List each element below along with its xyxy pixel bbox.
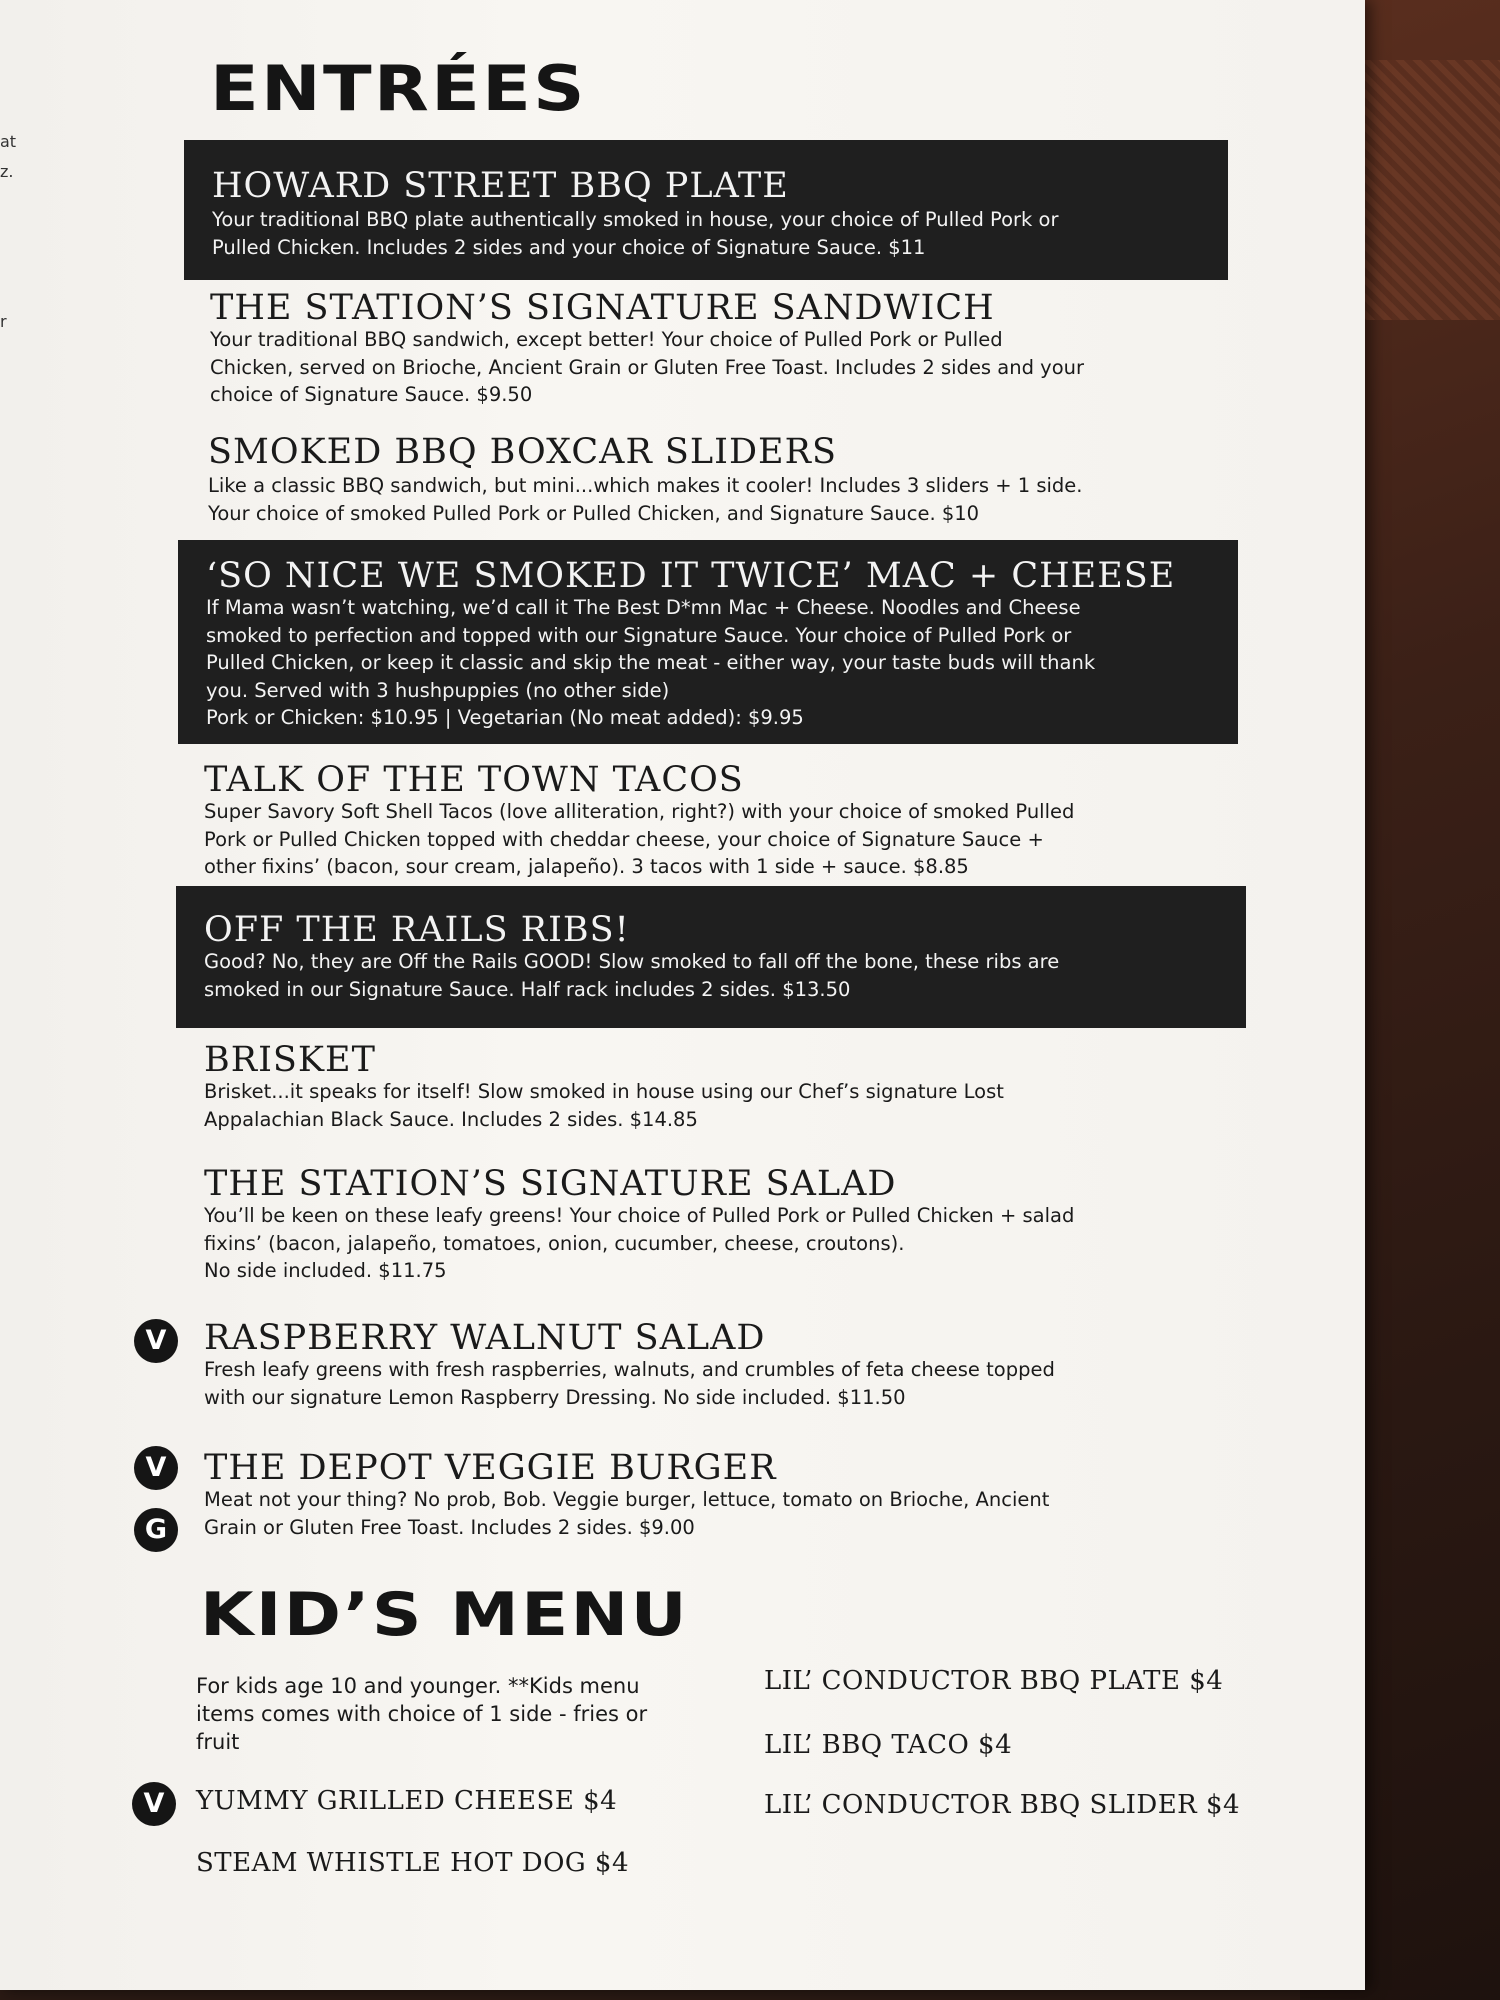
menu-item-title: THE DEPOT VEGGIE BURGER: [204, 1448, 777, 1488]
menu-item-title: SMOKED BBQ BOXCAR SLIDERS: [208, 432, 837, 472]
menu-item: [176, 886, 1246, 1028]
menu-item: [184, 140, 1228, 280]
menu-item-description: You’ll be keen on these leafy greens! Your choice of Pulled Pork or Pulled Chicken + salad fixins’ (bacon, jalapeño, tomatoes, onion, cucumber, cheese, croutons). No side included. $11.75: [204, 1204, 1075, 1282]
menu-item: [184, 428, 1228, 538]
kids-menu-item: STEAM WHISTLE HOT DOG $4: [196, 1848, 630, 1878]
menu-item-description: Fresh leafy greens with fresh raspberries, walnuts, and crumbles of feta cheese topped with our signature Lemon Raspberry Dressing. No side included. $11.50: [204, 1358, 1055, 1409]
menu-item: [178, 540, 1238, 744]
menu-item-title: RASPBERRY WALNUT SALAD: [204, 1318, 766, 1358]
placemat: [1350, 60, 1500, 320]
menu-item: [184, 280, 1228, 410]
menu-item: [178, 756, 1238, 886]
menu-item: [176, 1444, 1246, 1554]
vegetarian-badge-icon: V: [134, 1319, 178, 1363]
menu-item-description: Brisket...it speaks for itself! Slow smoked in house using our Chef’s signature Lost Appalachian Black Sauce. Includes 2 sides. $14.85: [204, 1080, 1004, 1131]
menu-item-description: Meat not your thing? No prob, Bob. Veggie burger, lettuce, tomato on Brioche, Ancient Grain or Gluten Free Toast. Includes 2 sides. $9.00: [204, 1488, 1050, 1539]
previous-page-text: z.: [0, 162, 14, 181]
menu-item-title: TALK OF THE TOWN TACOS: [204, 760, 744, 800]
previous-page-text: at: [0, 132, 17, 151]
kids-menu-item: LIL’ CONDUCTOR BBQ SLIDER $4: [764, 1790, 1241, 1820]
menu-item-description: Your traditional BBQ plate authentically smoked in house, your choice of Pulled Pork or Pulled Chicken. Includes 2 sides and your choice of Signature Sauce. $11: [212, 208, 1059, 259]
gluten-free-badge-icon: G: [134, 1508, 178, 1552]
previous-page-text: r: [0, 312, 7, 331]
menu-item-description: If Mama wasn’t watching, we’d call it The Best D*mn Mac + Cheese. Noodles and Cheese smoked to perfection and topped with our Signature Sauce. Your choice of Pulled Pork or Pulled Chicken, or keep it classic and skip the meat - either way, your taste buds will thank you. Served with 3 hushpuppies (no other side) Pork or Chicken: $10.95 | Vegetarian (No meat added): $9.95: [206, 596, 1096, 729]
menu-item: [176, 1314, 1246, 1424]
menu-item-description: Your traditional BBQ sandwich, except better! Your choice of Pulled Pork or Pulled Chicken, served on Brioche, Ancient Grain or Gluten Free Toast. Includes 2 sides and your choice of Signature Sauce. $9.50: [210, 328, 1085, 406]
kids-menu-intro: For kids age 10 and younger. **Kids menu items comes with choice of 1 side - fries or fruit: [196, 1674, 648, 1754]
vegetarian-badge-icon: V: [132, 1782, 176, 1826]
menu-item-title: THE STATION’S SIGNATURE SALAD: [204, 1164, 897, 1204]
kids-menu-item: LIL’ BBQ TACO $4: [764, 1730, 1013, 1760]
menu-item-title: HOWARD STREET BBQ PLATE: [212, 166, 789, 206]
menu-item-title: THE STATION’S SIGNATURE SANDWICH: [210, 288, 995, 328]
menu-item-description: Good? No, they are Off the Rails GOOD! Slow smoked to fall off the bone, these ribs are smoked in our Signature Sauce. Half rack includes 2 sides. $13.50: [204, 950, 1060, 1001]
menu-item: [176, 1036, 1246, 1146]
menu-item-title: BRISKET: [204, 1040, 376, 1080]
menu-item-description: Super Savory Soft Shell Tacos (love alliteration, right?) with your choice of smoked Pulled Pork or Pulled Chicken topped with cheddar cheese, your choice of Signature Sauce + other fixins’ (bacon, sour cream, jalapeño). 3 tacos with 1 side + sauce. $8.85: [204, 800, 1075, 878]
menu-item-title: OFF THE RAILS RIBS!: [204, 910, 630, 950]
kids-menu-item: LIL’ CONDUCTOR BBQ PLATE $4: [764, 1666, 1224, 1696]
menu-item-title: ‘SO NICE WE SMOKED IT TWICE’ MAC + CHEESE: [206, 556, 1176, 596]
entrees-heading: ENTRÉES: [210, 52, 587, 125]
menu-item: [176, 1160, 1246, 1296]
menu-item-description: Like a classic BBQ sandwich, but mini...which makes it cooler! Includes 3 sliders + 1 side. Your choice of smoked Pulled Pork or Pulled Chicken, and Signature Sauce. $10: [208, 474, 1083, 525]
kids-menu-heading: KID’S MENU: [200, 1580, 689, 1650]
kids-menu-item: YUMMY GRILLED CHEESE $4: [196, 1786, 618, 1816]
vegetarian-badge-icon: V: [134, 1446, 178, 1490]
